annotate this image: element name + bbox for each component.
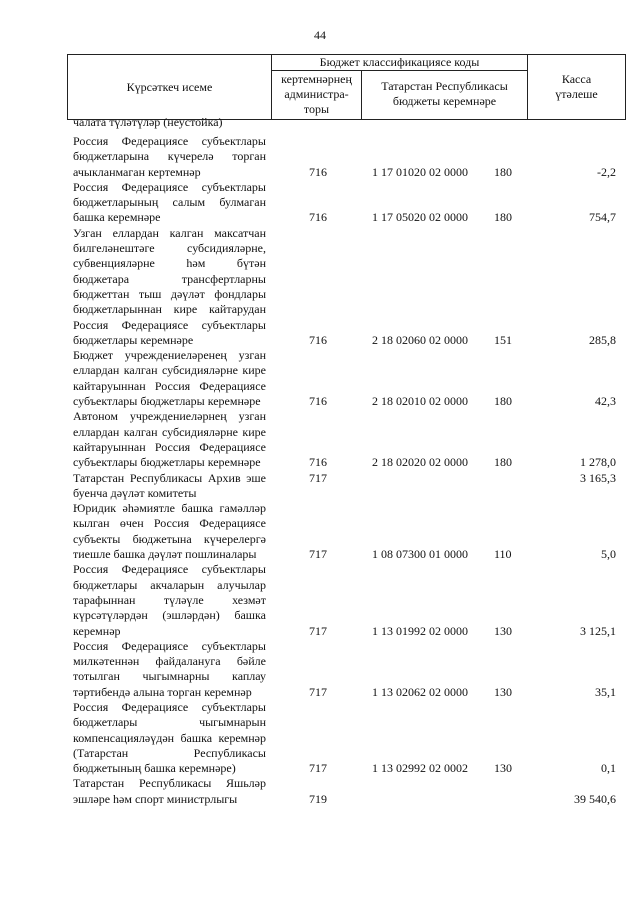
row-income-code: 1 13 02992 02 0002 xyxy=(372,761,468,776)
carry-over-text: чалата түләтүләр (неустойка) xyxy=(73,115,223,129)
row-admin-code: 716 xyxy=(309,210,327,225)
row-admin-code: 717 xyxy=(309,684,327,699)
row-kassa-amount: 3 125,1 xyxy=(580,623,616,638)
row-admin-code: 716 xyxy=(309,164,327,179)
header-income-line: бюджеты керемнәре xyxy=(392,94,497,108)
page-number: 44 xyxy=(314,28,326,42)
row-income-code: 2 18 02060 02 0000 xyxy=(372,332,468,347)
header-admin-line: торы xyxy=(303,102,330,116)
row-admin-code: 717 xyxy=(309,547,327,562)
table-header xyxy=(67,54,626,120)
row-admin-code: 716 xyxy=(309,455,327,470)
row-indicator-name: Татарстан Республикасы Яшьләр эшләре һәм спорт министрлыгы xyxy=(73,776,266,806)
row-income-subcode: 130 xyxy=(494,623,512,638)
row-kassa-amount: 42,3 xyxy=(595,394,616,409)
header-admin-col xyxy=(272,71,362,119)
header-kassa-col xyxy=(528,55,625,119)
header-indicator-name: Күрсәткеч исеме xyxy=(68,55,272,119)
row-income-code: 1 13 01992 02 0000 xyxy=(372,623,468,638)
table-row xyxy=(0,700,640,776)
row-kassa-amount: 39 540,6 xyxy=(574,791,616,806)
row-admin-code: 719 xyxy=(309,791,327,806)
row-indicator-name: Бюджет учреждениеләренең узган еллардан калган субсидияләрне кире кайтаруыннан Россия Федерациясе субъектлары бюджетлары керемнәре xyxy=(73,348,266,409)
row-indicator-name: Россия Федерациясе субъектлары бюджетлары акчаларын алучылар тарафыннан түләүле хезмәт күрсәтүләрдән (эшләрдән) башка керемнәр xyxy=(73,562,266,638)
table-row xyxy=(0,562,640,638)
row-income-subcode: 130 xyxy=(494,684,512,699)
row-income-code: 2 18 02010 02 0000 xyxy=(372,394,468,409)
row-indicator-name: Татарстан Республикасы Архив эше буенча дәүләт комитеты xyxy=(73,470,266,500)
table-row xyxy=(0,348,640,409)
row-income-subcode: 151 xyxy=(494,332,512,347)
row-kassa-amount: 0,1 xyxy=(601,761,616,776)
row-income-code: 1 08 07300 01 0000 xyxy=(372,547,468,562)
row-kassa-amount: 754,7 xyxy=(589,210,616,225)
row-income-code: 1 13 02062 02 0000 xyxy=(372,684,468,699)
row-income-subcode: 130 xyxy=(494,761,512,776)
row-income-subcode: 110 xyxy=(494,547,512,562)
row-indicator-name: Россия Федерациясе субъектлары бюджетлары чыгымнарын компенсацияләүдән башка керемнәр (Татарстан Республикасы бюджетының башка керемнәре) xyxy=(73,699,266,776)
row-indicator-name: Россия Федерациясе субъектлары бюджетларының салым булмаган башка керемнәре xyxy=(73,179,266,225)
header-income-col xyxy=(362,71,527,119)
header-admin-line: кертемнәрнең xyxy=(281,72,352,86)
row-indicator-name: Узган еллардан калган максатчан билгеләнештәге субсидияләрне, субвенцияләрне һәм бүтән бюджетара трансфертларны бюджеттан тыш дәүләт фондлары бюджетларыннан кире кайтарудан Россия Федерациясе субъектлары бюджетлары керемнәре xyxy=(73,225,266,347)
row-kassa-amount: 5,0 xyxy=(601,547,616,562)
row-income-code: 2 18 02020 02 0000 xyxy=(372,455,468,470)
table-row xyxy=(0,226,640,348)
row-income-code: 1 17 01020 02 0000 xyxy=(372,164,468,179)
row-income-code: 1 17 05020 02 0000 xyxy=(372,210,468,225)
row-income-subcode: 180 xyxy=(494,394,512,409)
table-row xyxy=(0,501,640,562)
row-kassa-amount: 35,1 xyxy=(595,684,616,699)
table-row xyxy=(0,639,640,700)
table-row xyxy=(0,180,640,226)
row-admin-code: 717 xyxy=(309,761,327,776)
row-admin-code: 716 xyxy=(309,332,327,347)
row-indicator-name: Россия Федерациясе субъектлары милкәтеннән файдалануга бәйле тотылган чыгымнарны каплау тәртибендә алына торган керемнәр xyxy=(73,638,266,699)
header-kassa-line: үтәлеше xyxy=(555,87,598,101)
table-row xyxy=(0,471,640,502)
row-income-subcode: 180 xyxy=(494,455,512,470)
row-kassa-amount: -2,2 xyxy=(597,164,616,179)
row-income-subcode: 180 xyxy=(494,164,512,179)
header-budget-classification xyxy=(272,55,528,119)
row-admin-code: 716 xyxy=(309,394,327,409)
row-income-subcode: 180 xyxy=(494,210,512,225)
header-income-line: Татарстан Республикасы xyxy=(381,79,508,93)
row-indicator-name: Юридик әһәмиятле башка гамәлләр кылган өчен Россия Федерациясе субъекты бюджетына күчерелергә тиешле башка дәүләт пошлиналары xyxy=(73,501,266,562)
table-body xyxy=(0,134,640,807)
row-admin-code: 717 xyxy=(309,470,327,485)
row-kassa-amount: 285,8 xyxy=(589,332,616,347)
row-admin-code: 717 xyxy=(309,623,327,638)
row-kassa-amount: 3 165,3 xyxy=(580,470,616,485)
header-bk-title: Бюджет классификациясе коды xyxy=(272,55,527,71)
table-row xyxy=(0,776,640,807)
row-indicator-name: Автоном учреждениеләрнең узган еллардан калган субсидияләрне кире кайтаруыннан Россия Федерациясе субъектлары бюджетлары керемнәре xyxy=(73,409,266,470)
header-admin-line: администра- xyxy=(284,87,349,101)
row-kassa-amount: 1 278,0 xyxy=(580,455,616,470)
header-kassa-line: Касса xyxy=(561,72,592,86)
row-indicator-name: Россия Федерациясе субъектлары бюджетларына күчерелә торган ачыкланмаган кертемнәр xyxy=(73,134,266,179)
table-row xyxy=(0,134,640,180)
table-row xyxy=(0,409,640,470)
